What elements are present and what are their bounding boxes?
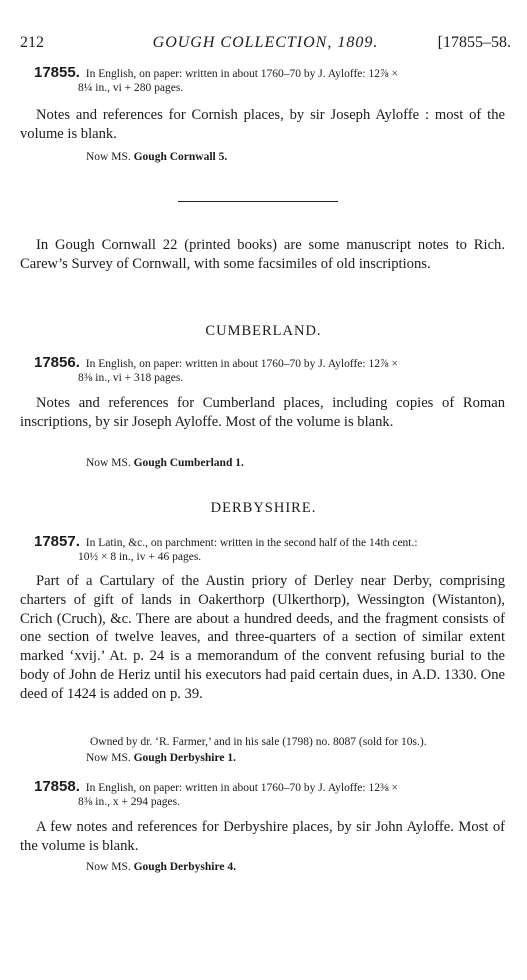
running-header bbox=[20, 34, 511, 54]
entry-17857 bbox=[34, 535, 505, 564]
entry-17855 bbox=[34, 66, 505, 95]
entry-body-text: Notes and references for Cornish places, by sir Joseph Ayloffe : most of the volume is blank. bbox=[20, 107, 505, 142]
shelfmark bbox=[20, 456, 244, 470]
entry-number: 17855. bbox=[34, 64, 80, 81]
entry-body bbox=[20, 394, 505, 432]
shelfmark-prefix: Now MS. bbox=[86, 752, 131, 764]
entry-description-line1: In English, on paper: written in about 1760–70 by J. Ayloffe: 12⅜ × bbox=[85, 782, 398, 794]
entry-17858 bbox=[34, 780, 505, 809]
entry-range: [17855–58. bbox=[437, 34, 511, 51]
entry-body-part1: Part of a Cartulary of the Austin priory of Derley near Derby, comprising charters of gift of lands in Oakerthorp (Ulkerthorp), Wessington (Wistanton), Crich (Cruch), &c. There are about a hundred deeds, and the fragment consists of one section of twelve leaves, and three-quarters of a section of similar extent marked ‘xvij.’ At. p. 24 is a memorandum of the convent refusing burial to the body of John de Heriz until his executors had paid certain dues, in bbox=[20, 573, 505, 683]
entry-body bbox=[20, 818, 505, 856]
anno-domini: A.D. bbox=[411, 666, 441, 683]
shelfmark-value: Gough Derbyshire 4. bbox=[133, 861, 236, 873]
shelfmark bbox=[20, 150, 227, 164]
entry-body bbox=[20, 106, 505, 144]
shelfmark bbox=[20, 860, 236, 874]
entry-description-line2: 8⅜ in., vi + 318 pages. bbox=[78, 372, 184, 384]
section-heading-derbyshire: DERBYSHIRE. bbox=[210, 500, 317, 516]
entry-header bbox=[34, 356, 505, 371]
entry-17856 bbox=[34, 356, 505, 385]
entry-description-line1: In English, on paper: written in about 1760–70 by J. Ayloffe: 12⅞ × bbox=[85, 68, 398, 80]
entry-description-line2: 10½ × 8 in., iv + 46 pages. bbox=[78, 551, 202, 563]
entry-number: 17858. bbox=[34, 778, 80, 795]
entry-number: 17857. bbox=[34, 533, 80, 550]
shelfmark-prefix: Now MS. bbox=[86, 151, 131, 163]
entry-body-text: Notes and references for Cumberland places, including copies of Roman inscriptions, by sir Joseph Ayloffe. Most of the volume is blank. bbox=[20, 395, 505, 430]
shelfmark-prefix: Now MS. bbox=[86, 457, 131, 469]
shelfmark bbox=[20, 751, 236, 765]
shelfmark-value: Gough Cornwall 5. bbox=[133, 151, 228, 163]
shelfmark-prefix: Now MS. bbox=[86, 861, 131, 873]
entry-description-line1: In Latin, &c., on parchment: written in the second half of the 14th cent.: bbox=[85, 537, 418, 549]
entry-header bbox=[34, 780, 505, 795]
entry-body bbox=[20, 572, 505, 704]
entry-number: 17856. bbox=[34, 354, 80, 371]
entry-description-line2: 8¼ in., vi + 280 pages. bbox=[78, 82, 184, 94]
entry-body-text bbox=[20, 572, 505, 704]
section-divider bbox=[178, 201, 338, 202]
shelfmark-value: Gough Cumberland 1. bbox=[133, 457, 244, 469]
provenance-note: Owned by dr. ‘R. Farmer,’ and in his sale (1798) no. 8087 (sold for 10s.). bbox=[90, 736, 427, 748]
entry-header bbox=[34, 66, 505, 81]
shelfmark-value: Gough Derbyshire 1. bbox=[133, 752, 236, 764]
entry-body-part2: 1330. One deed of 1424 is added on p. 39. bbox=[20, 666, 505, 702]
entry-description-line1: In English, on paper: written in about 1760–70 by J. Ayloffe: 12⅞ × bbox=[85, 358, 398, 370]
cornwall-note bbox=[20, 236, 505, 274]
running-title: GOUGH COLLECTION, 1809. bbox=[152, 34, 379, 51]
section-heading-cumberland: CUMBERLAND. bbox=[205, 323, 322, 339]
cornwall-note-text: In Gough Cornwall 22 (printed books) are some manuscript notes to Rich. Carew’s Survey of Cornwall, with some facsimiles of old inscriptions. bbox=[20, 237, 505, 272]
entry-header bbox=[34, 535, 505, 550]
entry-description-line2: 8⅜ in., x + 294 pages. bbox=[78, 796, 180, 808]
page-number: 212 bbox=[20, 34, 44, 51]
entry-body-text: A few notes and references for Derbyshire places, by sir John Ayloffe. Most of the volume is blank. bbox=[20, 819, 505, 854]
